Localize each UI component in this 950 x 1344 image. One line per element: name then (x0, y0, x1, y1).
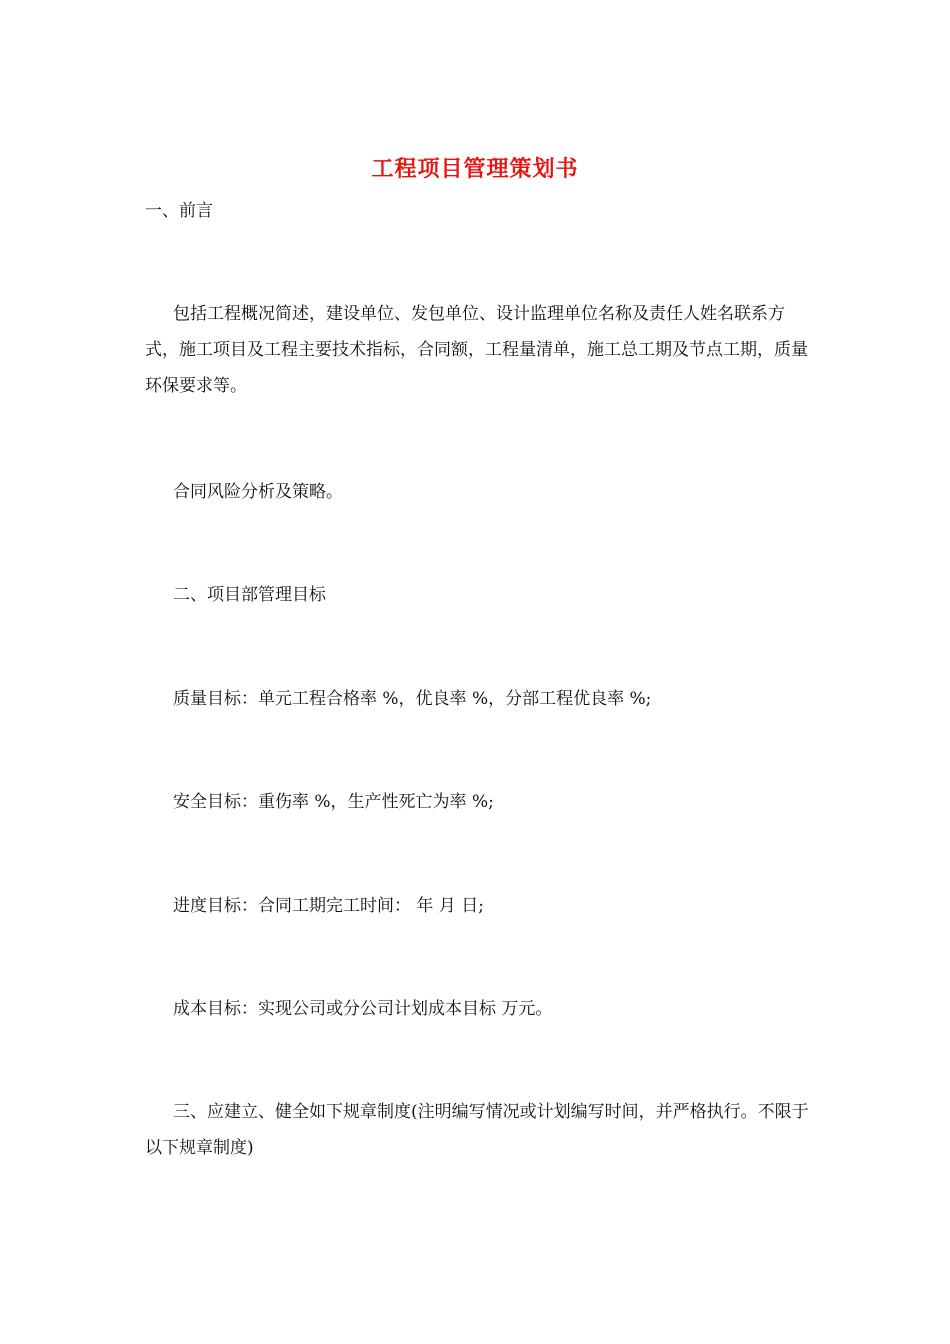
contract-risk-text: 合同风险分析及策略。 (173, 482, 343, 502)
quality-goal-text: 质量目标：单元工程合格率 %，优良率 %，分部工程优良率 %; (173, 689, 652, 709)
section-3-paragraph: 三、应建立、健全如下规章制度(注明编写情况或计划编写时间，并严格执行。不限于以下规章制度) (145, 1102, 809, 1158)
safety-goal-text: 安全目标：重伤率 %，生产性死亡为率 %; (173, 792, 494, 812)
section-1-heading: 一、前言 (145, 201, 213, 221)
schedule-goal-text: 进度目标：合同工期完工时间： 年 月 日; (173, 896, 484, 916)
document-title: 工程项目管理策划书 (371, 156, 579, 182)
cost-goal-text: 成本目标：实现公司或分公司计划成本目标 万元。 (173, 999, 553, 1019)
section-2-heading: 二、项目部管理目标 (173, 585, 326, 605)
intro-paragraph: 包括工程概况简述，建设单位、发包单位、设计监理单位名称及责任人姓名联系方式，施工项目及工程主要技术指标，合同额，工程量清单，施工总工期及节点工期，质量环保要求等。 (145, 304, 808, 396)
